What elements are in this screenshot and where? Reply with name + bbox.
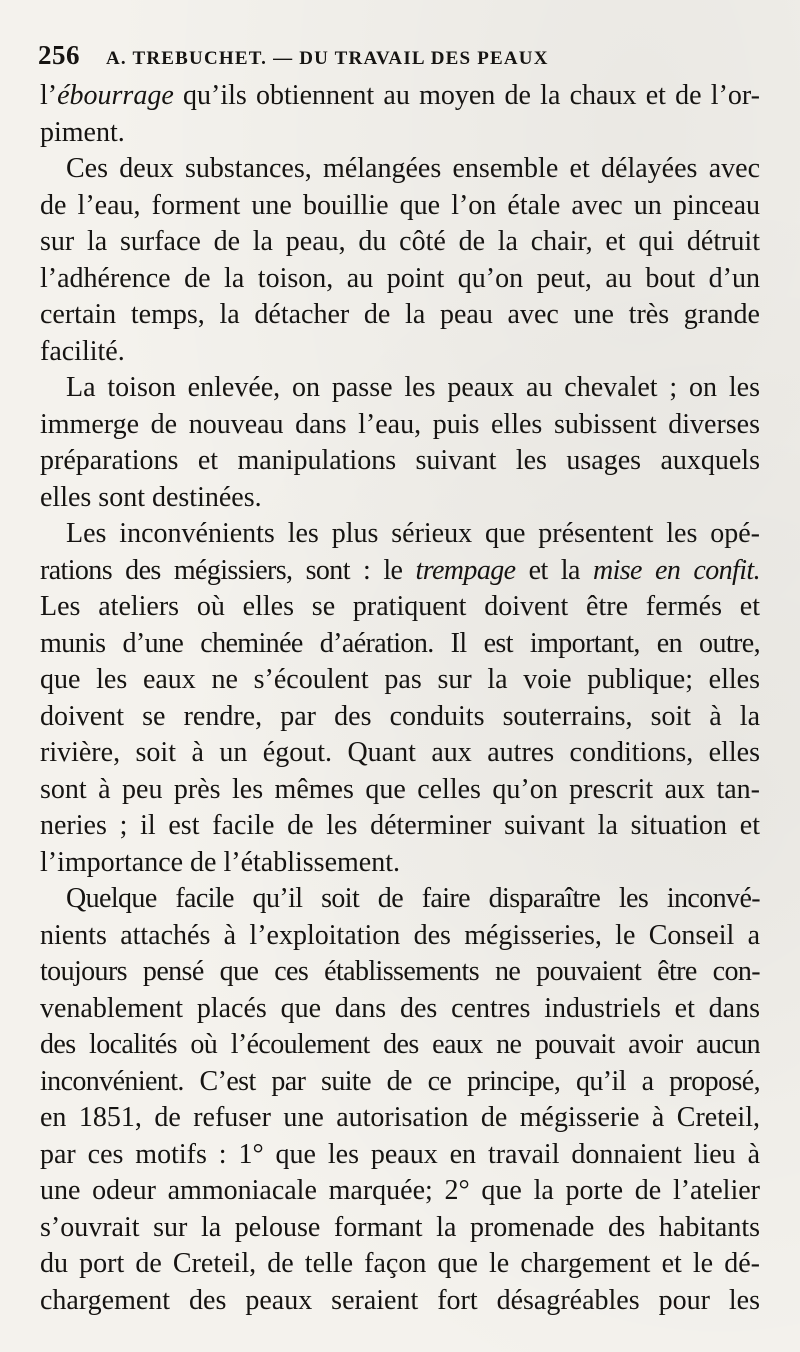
text-line: sont à peu près les mêmes que celles qu’on prescrit aux tan- <box>40 773 760 805</box>
text-line: certain temps, la détacher de la peau avec une très grande <box>40 299 760 330</box>
text-line: toujours pensé que ces établissements ne pouvaient être con- <box>40 956 760 987</box>
text-line: chargement des peaux seraient fort désagréables pour les <box>40 1284 760 1316</box>
text-line: Les ateliers où elles se pratiquent doivent être fermés et <box>40 591 760 622</box>
text-line: venablement placés que dans des centres industriels et dans <box>40 992 760 1024</box>
text-line: l’importance de l’établissement. <box>40 846 400 878</box>
text-line: nients attachés à l’exploitation des mégisseries, le Conseil a <box>40 919 760 951</box>
page-header <box>38 40 760 76</box>
text-line: par ces motifs : 1° que les peaux en travail donnaient lieu à <box>40 1138 760 1170</box>
text-line: l’adhérence de la toison, au point qu’on peut, au bout d’un <box>40 262 760 294</box>
text-line: rations des mégissiers, sont : le trempage et la mise en confit. <box>40 554 760 586</box>
text-line: une odeur ammoniacale marquée; 2° que la porte de l’atelier <box>40 1175 760 1206</box>
text-line: doivent se rendre, par des conduits souterrains, soit à la <box>40 700 760 732</box>
text-line: piment. <box>40 116 125 148</box>
italic-term: trempage <box>415 554 516 586</box>
text-line: sur la surface de la peau, du côté de la chair, et qui détruit <box>40 226 760 257</box>
text-line: en 1851, de refuser une autorisation de mégisserie à Creteil, <box>40 1102 760 1133</box>
text-line: facilité. <box>40 335 125 367</box>
italic-term: mise en confit. <box>592 554 760 586</box>
text-line: s’ouvrait sur la pelouse formant la promenade des habitants <box>40 1211 760 1243</box>
paragraph-first-line: Quelque facile qu’il soit de faire disparaître les inconvé- <box>66 883 760 914</box>
text-line: préparations et manipulations suivant les usages auxquels <box>40 445 760 476</box>
text-line: rivière, soit à un égout. Quant aux autres conditions, elles <box>40 737 760 768</box>
page-number: 256 <box>38 40 80 70</box>
text-line: de l’eau, forment une bouillie que l’on étale avec un pinceau <box>40 189 760 221</box>
body-text <box>40 78 760 1319</box>
text-line: munis d’une cheminée d’aération. Il est important, en outre, <box>40 627 760 659</box>
paragraph-first-line: La toison enlevée, on passe les peaux au chevalet ; on les <box>66 372 760 403</box>
text-line: neries ; il est facile de les déterminer suivant la situation et <box>40 810 760 841</box>
text-line: du port de Creteil, de telle façon que le chargement et le dé- <box>40 1248 760 1279</box>
text-line: elles sont destinées. <box>40 481 262 513</box>
italic-term: ébourrage <box>57 80 174 111</box>
text-line: immerge de nouveau dans l’eau, puis elles subissent diverses <box>40 408 760 440</box>
text-line: que les eaux ne s’écoulent pas sur la voie publique; elles <box>40 664 760 695</box>
paragraph-first-line: Les inconvénients les plus sérieux que présentent les opé- <box>66 518 760 549</box>
text-line: des localités où l’écoulement des eaux ne pouvait avoir aucun <box>40 1029 760 1060</box>
text-line: l’ébourrage qu’ils obtiennent au moyen de la chaux et de l’or- <box>40 80 760 111</box>
paragraph-first-line: Ces deux substances, mélangées ensemble et délayées avec <box>66 153 760 184</box>
running-title: A. TREBUCHET. — DU TRAVAIL DES PEAUX <box>106 48 549 69</box>
text-line: inconvénient. C’est par suite de ce principe, qu’il a proposé, <box>40 1065 760 1097</box>
